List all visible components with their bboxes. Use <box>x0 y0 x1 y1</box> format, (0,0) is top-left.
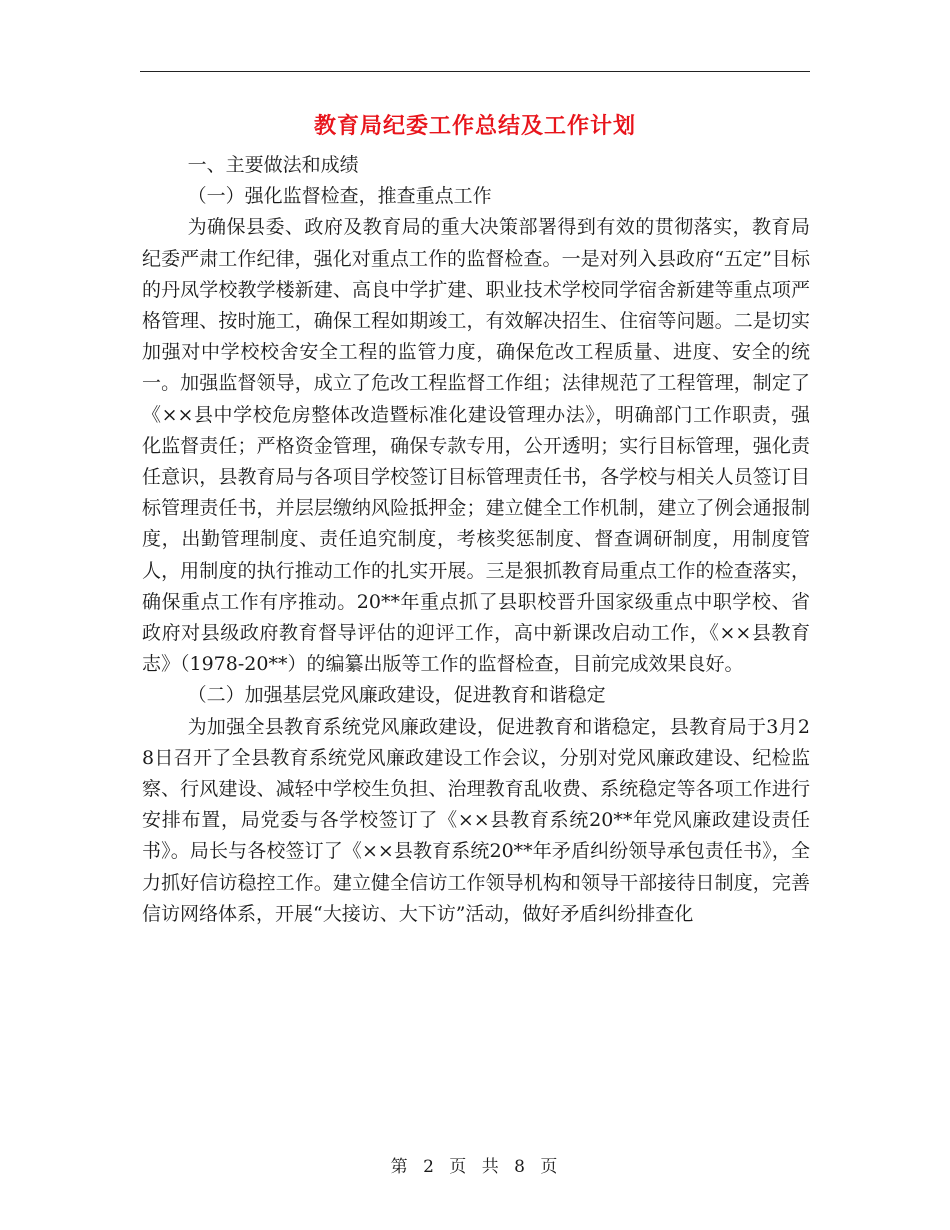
footer-label-ye: 页 <box>449 1157 469 1177</box>
paragraph-2: 为加强全县教育系统党风廉政建设，促进教育和谐稳定，县教育局于3月28日召开了全县教育系统党风廉政建设工作会议，分别对党风廉政建设、纪检监察、行风建设、减轻中学校生负担、治理教育乱收费、系统稳定等各项工作进行安排布置，局党委与各学校签订了《××县教育系统20**年党风廉政建设责任书》。局长与各校签订了《××县教育系统20**年矛盾纠纷领导承包责任书》，全力抓好信访稳控工作。建立健全信访工作领导机构和领导干部接待日制度，完善信访网络体系，开展“大接访、大下访”活动，做好矛盾纠纷排查化 <box>142 715 810 925</box>
subsection-heading-1: （一）强化监督检查，推查重点工作 <box>187 185 492 208</box>
footer-current-page: 2 <box>423 1157 436 1177</box>
subsection-heading-2: （二）加强基层党风廉政建设，促进教育和谐稳定 <box>187 684 606 707</box>
section-heading: 一、主要做法和成绩 <box>187 154 359 176</box>
footer-label-gong: 共 <box>481 1157 501 1177</box>
page-footer <box>0 1152 950 1177</box>
document-body <box>142 150 810 930</box>
paragraph-1: 为确保县委、政府及教育局的重大决策部署得到有效的贯彻落实，教育局纪委严肃工作纪律，强化对重点工作的监督检查。一是对列入县政府“五定”目标的丹凤学校教学楼新建、高良中学扩建、职业技术学校同学宿舍新建等重点项严格管理、按时施工，确保工程如期竣工，有效解决招生、住宿等问题。二是切实加强对中学校校舍安全工程的监管力度，确保危改工程质量、进度、安全的统一。加强监督领导，成立了危改工程监督工作组；法律规范了工程管理，制定了《××县中学校危房整体改造暨标准化建设管理办法》，明确部门工作职责，强化监督责任；严格资金管理，确保专款专用，公开透明；实行目标管理，强化责任意识，县教育局与各项目学校签订目标管理责任书，各学校与相关人员签订目标管理责任书，并层层缴纳风险抵押金；建立健全工作机制，建立了例会通报制度，出勤管理制度、责任追究制度，考核奖惩制度、督查调研制度，用制度管人，用制度的执行推动工作的扎实开展。三是狠抓教育局重点工作的检查落实，确保重点工作有序推动。20**年重点抓了县职校晋升国家级重点中职学校、省政府对县级政府教育督导评估的迎评工作，高中新课改启动工作，《××县教育志》（1978-20**）的编纂出版等工作的监督检查，目前完成效果良好。 <box>142 216 810 676</box>
header-rule <box>140 71 810 72</box>
footer-total-pages: 8 <box>514 1157 527 1177</box>
document-title: 教育局纪委工作总结及工作计划 <box>313 113 636 139</box>
footer-label-ye-2: 页 <box>540 1157 560 1177</box>
footer-label-di: 第 <box>390 1157 410 1177</box>
